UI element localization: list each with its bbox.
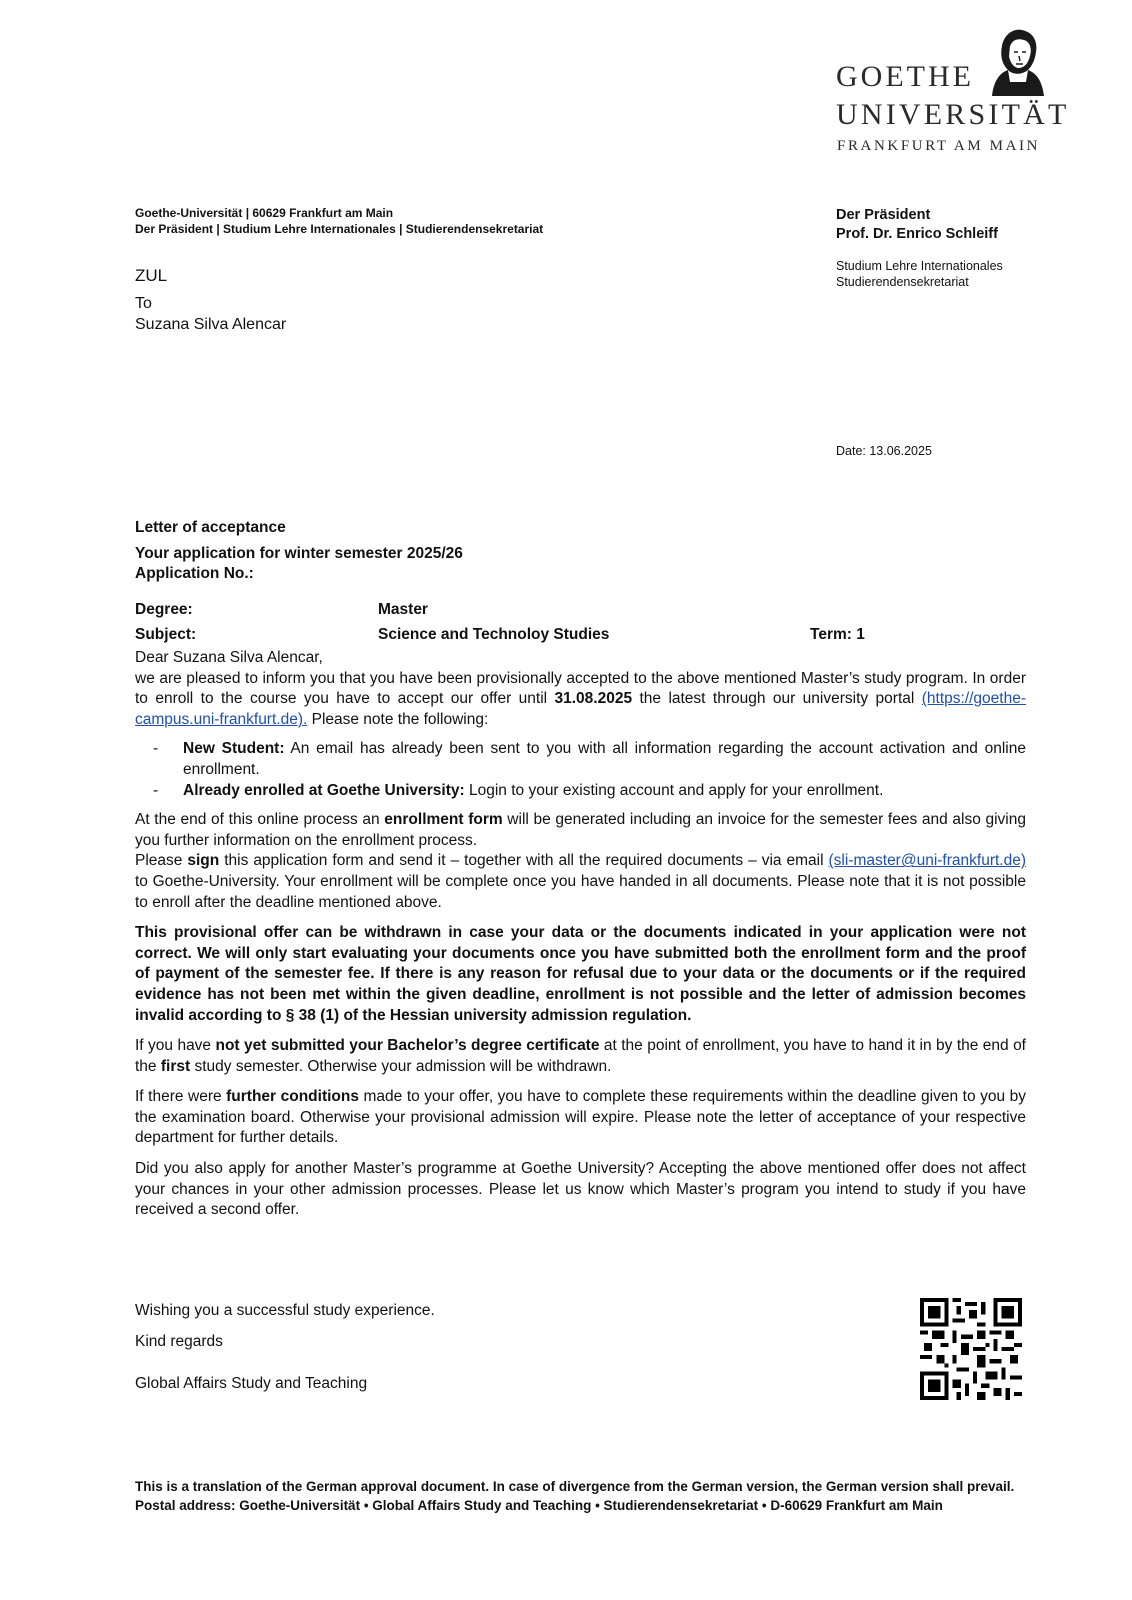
logo-line-frankfurt: FRANKFURT AM MAIN: [837, 138, 1041, 154]
application-number: Application No.:: [135, 565, 254, 582]
list-item-new-student: [135, 739, 1026, 780]
sender-line-2: Der Präsident | Studium Lehre Internationales | Studierendensekretariat: [135, 222, 544, 236]
text: at the point of enrollment, you have to hand it in by the end of the: [135, 1037, 1026, 1075]
text: If you have: [135, 1037, 216, 1055]
text: we are pleased to inform you that you have been provisionally accepted to the above mentioned Master’s study program. In order to enroll to the course you have to accept our offer until: [135, 669, 1026, 708]
instructions-list: [135, 739, 1026, 801]
text-bold: first: [160, 1057, 191, 1075]
program-details: [135, 601, 1035, 651]
issuer-department: [836, 258, 1003, 290]
sender-line-1: Goethe-Universität | 60629 Frankfurt am Main: [135, 206, 394, 220]
letter-date: Date: 13.06.2025: [836, 444, 932, 458]
goethe-portrait-icon: [986, 26, 1048, 96]
text: to Goethe-University. Your enrollment will be complete once you have handed in all documents. Please note that it is not possible to enroll after the deadline mentioned above.: [135, 872, 1026, 911]
deadline-date: 31.08.2025: [554, 690, 633, 708]
letter-title: Letter of acceptance: [135, 519, 286, 536]
bullet-dash: -: [153, 781, 159, 799]
degree-label: Degree:: [135, 601, 193, 618]
text: Please note the following:: [307, 710, 489, 728]
text-bold: further conditions: [226, 1088, 359, 1106]
degree-value: Master: [378, 601, 428, 618]
logo-line-universitaet: UNIVERSITÄT: [836, 98, 1070, 131]
issuer-block: [836, 206, 998, 244]
bullet-dash: -: [153, 740, 159, 758]
text: this application form and send it – together with all the required documents – via email: [219, 852, 829, 870]
list-item-text: Login to your existing account and apply for your enrollment.: [464, 781, 884, 799]
closing-regards: Kind regards: [135, 1333, 223, 1350]
letter-heading: [135, 518, 463, 585]
university-logo: [836, 26, 1070, 154]
text: Please: [135, 852, 188, 870]
recipient-name: Suzana Silva Alencar: [135, 316, 287, 333]
portal-link[interactable]: (https://goethe-campus.uni-frankfurt.de).: [135, 690, 1027, 728]
issuer-dept-1: Studium Lehre Internationales: [836, 259, 1003, 273]
paragraph-acceptance: [135, 669, 1026, 731]
recipient-address: [135, 293, 286, 335]
letter-body: [135, 648, 1026, 1221]
term-value: Term: 1: [810, 626, 865, 643]
footer-note: This is a translation of the German approval document. In case of divergence from the German version, the German version shall prevail. Postal address: Goethe-Universität • Global Affairs Study and Teaching • Studierendensekretariat • D-60629 Frankfurt am Main: [135, 1479, 1015, 1513]
text: study semester. Otherwise your admission will be withdrawn.: [190, 1057, 612, 1075]
text: If there were: [135, 1088, 227, 1106]
email-link[interactable]: (sli-master@uni-frankfurt.de): [828, 852, 1026, 870]
paragraph-sign: [135, 851, 1026, 913]
qr-code-icon: [920, 1298, 1022, 1400]
closing-signature: Global Affairs Study and Teaching: [135, 1375, 368, 1392]
recipient-to: To: [135, 295, 152, 312]
paragraph-further-conditions: [135, 1087, 1026, 1149]
paragraph-other-programs: Did you also apply for another Master’s programme at Goethe University? Accepting the above mentioned offer does not affect your chances in your other admission processes. Please let us know which Master’s program you intend to study if you have received a second offer.: [135, 1160, 1026, 1219]
text: will be generated including an invoice for the semester fees and also giving you further information on the enrollment process.: [135, 811, 1026, 849]
paragraph-bachelor-certificate: [135, 1036, 1026, 1077]
subject-value: Science and Technoloy Studies: [378, 626, 610, 643]
text-bold: enrollment form: [384, 811, 503, 829]
recipient-code: ZUL: [135, 266, 168, 285]
issuer-name: Prof. Dr. Enrico Schleiff: [836, 226, 998, 242]
text-bold: sign: [187, 852, 220, 870]
text: the latest through our university portal: [632, 690, 922, 708]
list-item-enrolled: [135, 781, 1026, 802]
text-bold: not yet submitted your Bachelor’s degree certificate: [215, 1037, 604, 1055]
application-line: Your application for winter semester 2025/26: [135, 544, 463, 562]
salutation: Dear Suzana Silva Alencar,: [135, 649, 323, 666]
list-item-title: New Student:: [183, 740, 285, 758]
list-item-title: Already enrolled at Goethe University:: [183, 781, 465, 799]
paragraph-enrollment-form: [135, 810, 1026, 851]
paragraph-withdrawal-warning: This provisional offer can be withdrawn in case your data or the documents indicated in your application were not correct. We will only start evaluating your documents once you have submitted both the enrollment form and the proof of payment of the semester fee. If there is any reason for refusal due to your data or the documents or if the required evidence has not been met within the given deadline, enrollment is not possible and the letter of admission becomes invalid according to § 38 (1) of the Hessian university admission regulation.: [135, 924, 1026, 1024]
subject-label: Subject:: [135, 626, 197, 643]
issuer-title: Der Präsident: [836, 207, 931, 223]
list-item-text: An email has already been sent to you with all information regarding the account activation and online enrollment.: [183, 740, 1026, 778]
degree-row: [135, 601, 1035, 626]
issuer-dept-2: Studierendensekretariat: [836, 275, 969, 289]
text: At the end of this online process an: [135, 811, 385, 829]
text: made to your offer, you have to complete these requirements within the deadline given to you by the examination board. Otherwise your provisional admission will expire. Please note the letter of acceptance of your respective department for further details.: [135, 1088, 1026, 1147]
logo-line-goethe: GOETHE: [836, 60, 974, 93]
closing-wish: Wishing you a successful study experience.: [135, 1302, 435, 1319]
sender-address: [135, 205, 543, 237]
